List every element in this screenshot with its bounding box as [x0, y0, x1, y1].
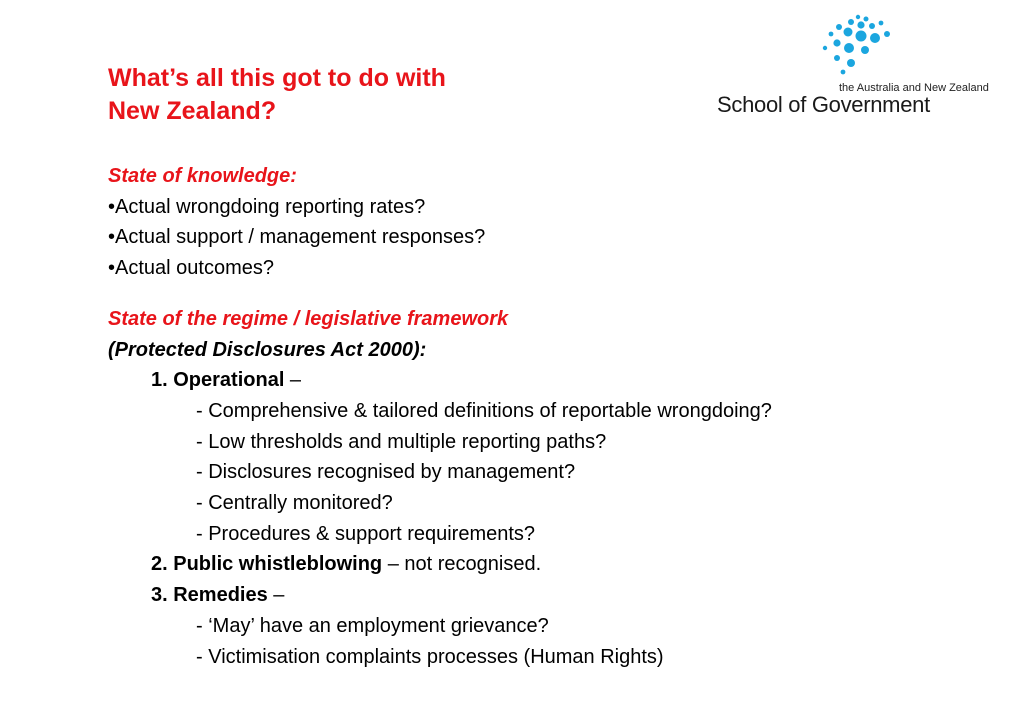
knowledge-item: •Actual support / management responses? [108, 226, 486, 249]
operational-item: - Procedures & support requirements? [196, 522, 536, 545]
public-label: 2. Public whistleblowing [151, 553, 383, 576]
operational-item: - Comprehensive & tailored definitions of reportable wrongdoing? [196, 399, 772, 422]
public-suffix: – not recognised. [382, 553, 542, 576]
remedies-label: 3. Remedies [151, 584, 268, 607]
regime-heading: State of the regime / legislative framework [108, 307, 509, 330]
remedies-item: - Victimisation complaints processes (Human Rights) [196, 645, 664, 668]
operational-item: - Disclosures recognised by management? [196, 461, 576, 484]
knowledge-item: •Actual outcomes? [108, 257, 274, 280]
regime-subheading: (Protected Disclosures Act 2000): [108, 338, 427, 361]
title-line-2: New Zealand? [108, 97, 277, 125]
remedies-suffix: – [267, 584, 285, 607]
operational-suffix: – [284, 369, 302, 392]
public-whistleblowing-heading [108, 549, 772, 580]
title-line-1: What’s all this got to do with [108, 64, 446, 92]
slide-body [108, 161, 772, 672]
knowledge-item: •Actual wrongdoing reporting rates? [108, 195, 426, 218]
remedies-heading [108, 580, 772, 611]
operational-label: 1. Operational [151, 369, 285, 392]
remedies-item: - ‘May’ have an employment grievance? [196, 614, 549, 637]
school-of-government-logo [715, 14, 1005, 124]
operational-item: - Centrally monitored? [196, 492, 393, 515]
slide-title [108, 62, 446, 128]
operational-heading [108, 365, 772, 396]
logo-tagline: the Australia and New Zealand [839, 82, 989, 94]
knowledge-heading: State of knowledge: [108, 165, 297, 187]
operational-item: - Low thresholds and multiple reporting paths? [196, 430, 607, 453]
dots-logo-mark-icon [795, 14, 895, 86]
logo-name: School of Government [717, 92, 930, 117]
